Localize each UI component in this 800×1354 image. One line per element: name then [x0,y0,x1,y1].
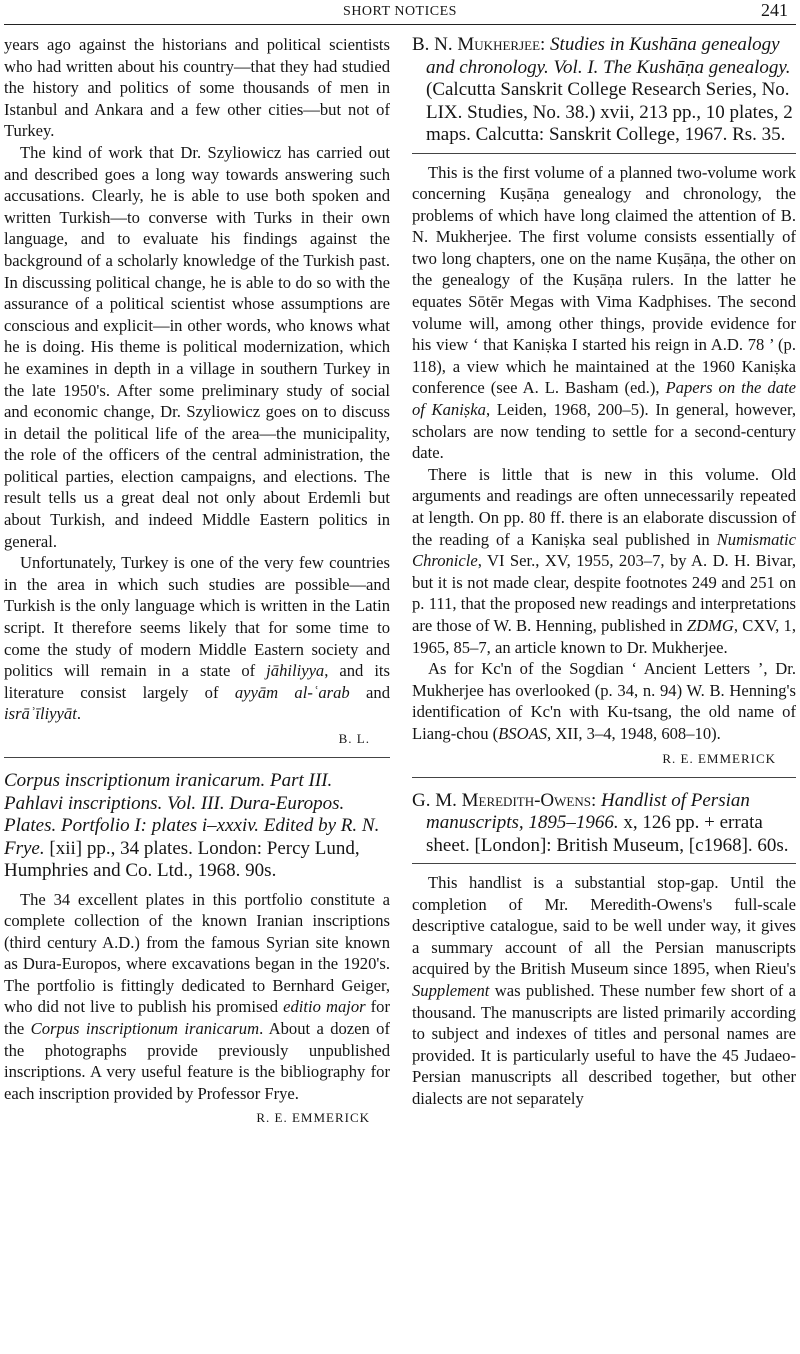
signature-emmerick: R. E. EMMERICK [256,1110,370,1126]
signature-emmerick: R. E. EMMERICK [662,750,776,766]
right-column [412,34,796,1354]
review-body-mukherjee-1: This is the first volume of a planned two-volume work concerning Kuṣāṇa genealogy and chronology, the problems of which have long claimed the attention of B. N. Mukherjee. The first volume consists essentially of two long chapters, one on the name Kuṣāṇa, the other on the genealogy of the Kuṣāṇa rulers. In the latter he equates Sōtēr Megas with Vima Kadphises. The second volume will, among other things, provide evidence for his view ‘ that Kaniṣka I started his reign in A.D. 78 ’ (p. 118), a view which he maintained at the 1960 Kaniṣka conference (see A. L. Basham (ed.), Papers on the date of Kaniṣka, Leiden, 1968, 200–5). In general, however, scholars are now tending to settle for a second-century date. [412,162,796,463]
left-column [4,34,390,1354]
review-body-corpus: The 34 excellent plates in this portfolio constitute a complete collection of the known Iranian inscriptions (third century A.D.) from the famous Syrian site known as Dura-Europos, where excavations began in the 1920's. The portfolio is fittingly dedicated to Bernhard Geiger, who did not live to publish his promised editio major for the Corpus inscriptionum iranicarum. About a dozen of the photographs provide previously unpublished inscriptions. A very useful feature is the bibliography for each inscription provided by Professor Frye. [4,889,390,1103]
review-body-mukherjee-2: There is little that is new in this volume. Old arguments and readings are often unnecessarily repeated at length. On pp. 80 ff. there is an elaborate discussion of the reading of a Kaniṣka seal published in Numismatic Chronicle, VI Ser., XV, 1955, 203–7, by A. D. H. Bivar, but it is not made clear, despite footnotes 249 and 251 on p. 111, that the proposed new readings and interpretations are those of W. B. Henning, published in ZDMG, CXV, 1, 1965, 85–7, an article known to Dr. Mukherjee. [412,464,796,657]
page-header [0,0,800,26]
review-body-meredith-owens: This handlist is a substantial stop-gap. Until the completion of Mr. Meredith-Owens's full-scale descriptive catalogue, said to be well under way, it gives a summary account of all the Persian manuscripts acquired by the British Museum since 1895, when Rieu's Supplement was published. These number few short of a thousand. The manuscripts are listed primarily according to subject and indexes of titles and personal names are provided. It is particularly useful to have the 45 Judaeo-Persian manuscripts all described together, but other dialects are not separately [412,873,796,1108]
paragraph-turkey: Unfortunately, Turkey is one of the very few countries in the area in which such studies are possible—and Turkish is the only language which is written in the Latin script. It therefore seems likely that for some time to come the study of modern Middle Eastern society and politics will remain in a state of jāhiliyya, and its literature consist largely of ayyām al-ʿarab and isrāʾīliyyāt. [4,553,390,724]
review-divider [412,863,796,864]
review-body-mukherjee-3: As for Kc'n of the Sogdian ‘ Ancient Letters ’, Dr. Mukherjee has overlooked (p. 34, n. 94) W. B. Henning's identification of Kc'n with Ku-tsang, the old name of Liang-chou (BSOAS, XII, 3–4, 1948, 608–10). [412,659,796,743]
review-divider [4,757,390,758]
signature-bl: B. L. [338,731,370,746]
review-divider [412,777,796,778]
review-heading-meredith-owens: G. M. Meredith-Owens: Handlist of Persian manuscripts, 1895–1966. x, 126 pp. + errata sheet. [London]: British Museum, [c1968]. 60s. [412,789,789,856]
paragraph-szyliowicz: The kind of work that Dr. Szyliowicz has carried out and described goes a long way towards answering such accusations. Clearly, he is able to use both spoken and written Turkish—to converse with Turks in their own language, and to evaluate his findings against the background of a scholarly knowledge of the Turkish past. In discussing political change, he is able to do so with the assurance of a political scientist whose assumptions are conscious and explicit—in other words, who knows what he is doing. His theme is political modernization, which he examines in depth in a village in southern Turkey in the late 1950's. After some preliminary study of social and economic change, Dr. Szyliowicz goes on to discuss in detail the political life of the area—the municipality, the role of the officers of the central administration, the political parties, election campaigns, and elections. The result tells us a great deal not only about Erdemli but about Turkish, and indeed Middle Eastern politics in general. [4,142,390,551]
review-divider [412,153,796,154]
review-heading-mukherjee: B. N. Mukherjee: Studies in Kushāna genealogy and chronology. Vol. I. The Kushāṇa genealogy. (Calcutta Sanskrit College Research Series, No. LIX. Studies, No. 38.) xvii, 213 pp., 10 plates, 2 maps. Calcutta: Sanskrit College, 1967. Rs. 35. [412,34,793,145]
review-heading-corpus: Corpus inscriptionum iranicarum. Part III. Pahlavi inscriptions. Vol. III. Dura-Europos. Plates. Portfolio I: plates i–xxxiv. Edited by R. N. Frye. [xii] pp., 34 plates. London: Percy Lund, Humphries and Co. Ltd., 1968. 90s. [4,770,380,881]
running-head: SHORT NOTICES [343,4,457,19]
continued-paragraph: years ago against the historians and political scientists who had written about his country—that they had studied the history and politics of some thousands of men in Istanbul and Ankara and a few other cities—but not of Turkey. [4,35,390,141]
header-rule [4,24,796,25]
page-number: 241 [761,0,788,20]
